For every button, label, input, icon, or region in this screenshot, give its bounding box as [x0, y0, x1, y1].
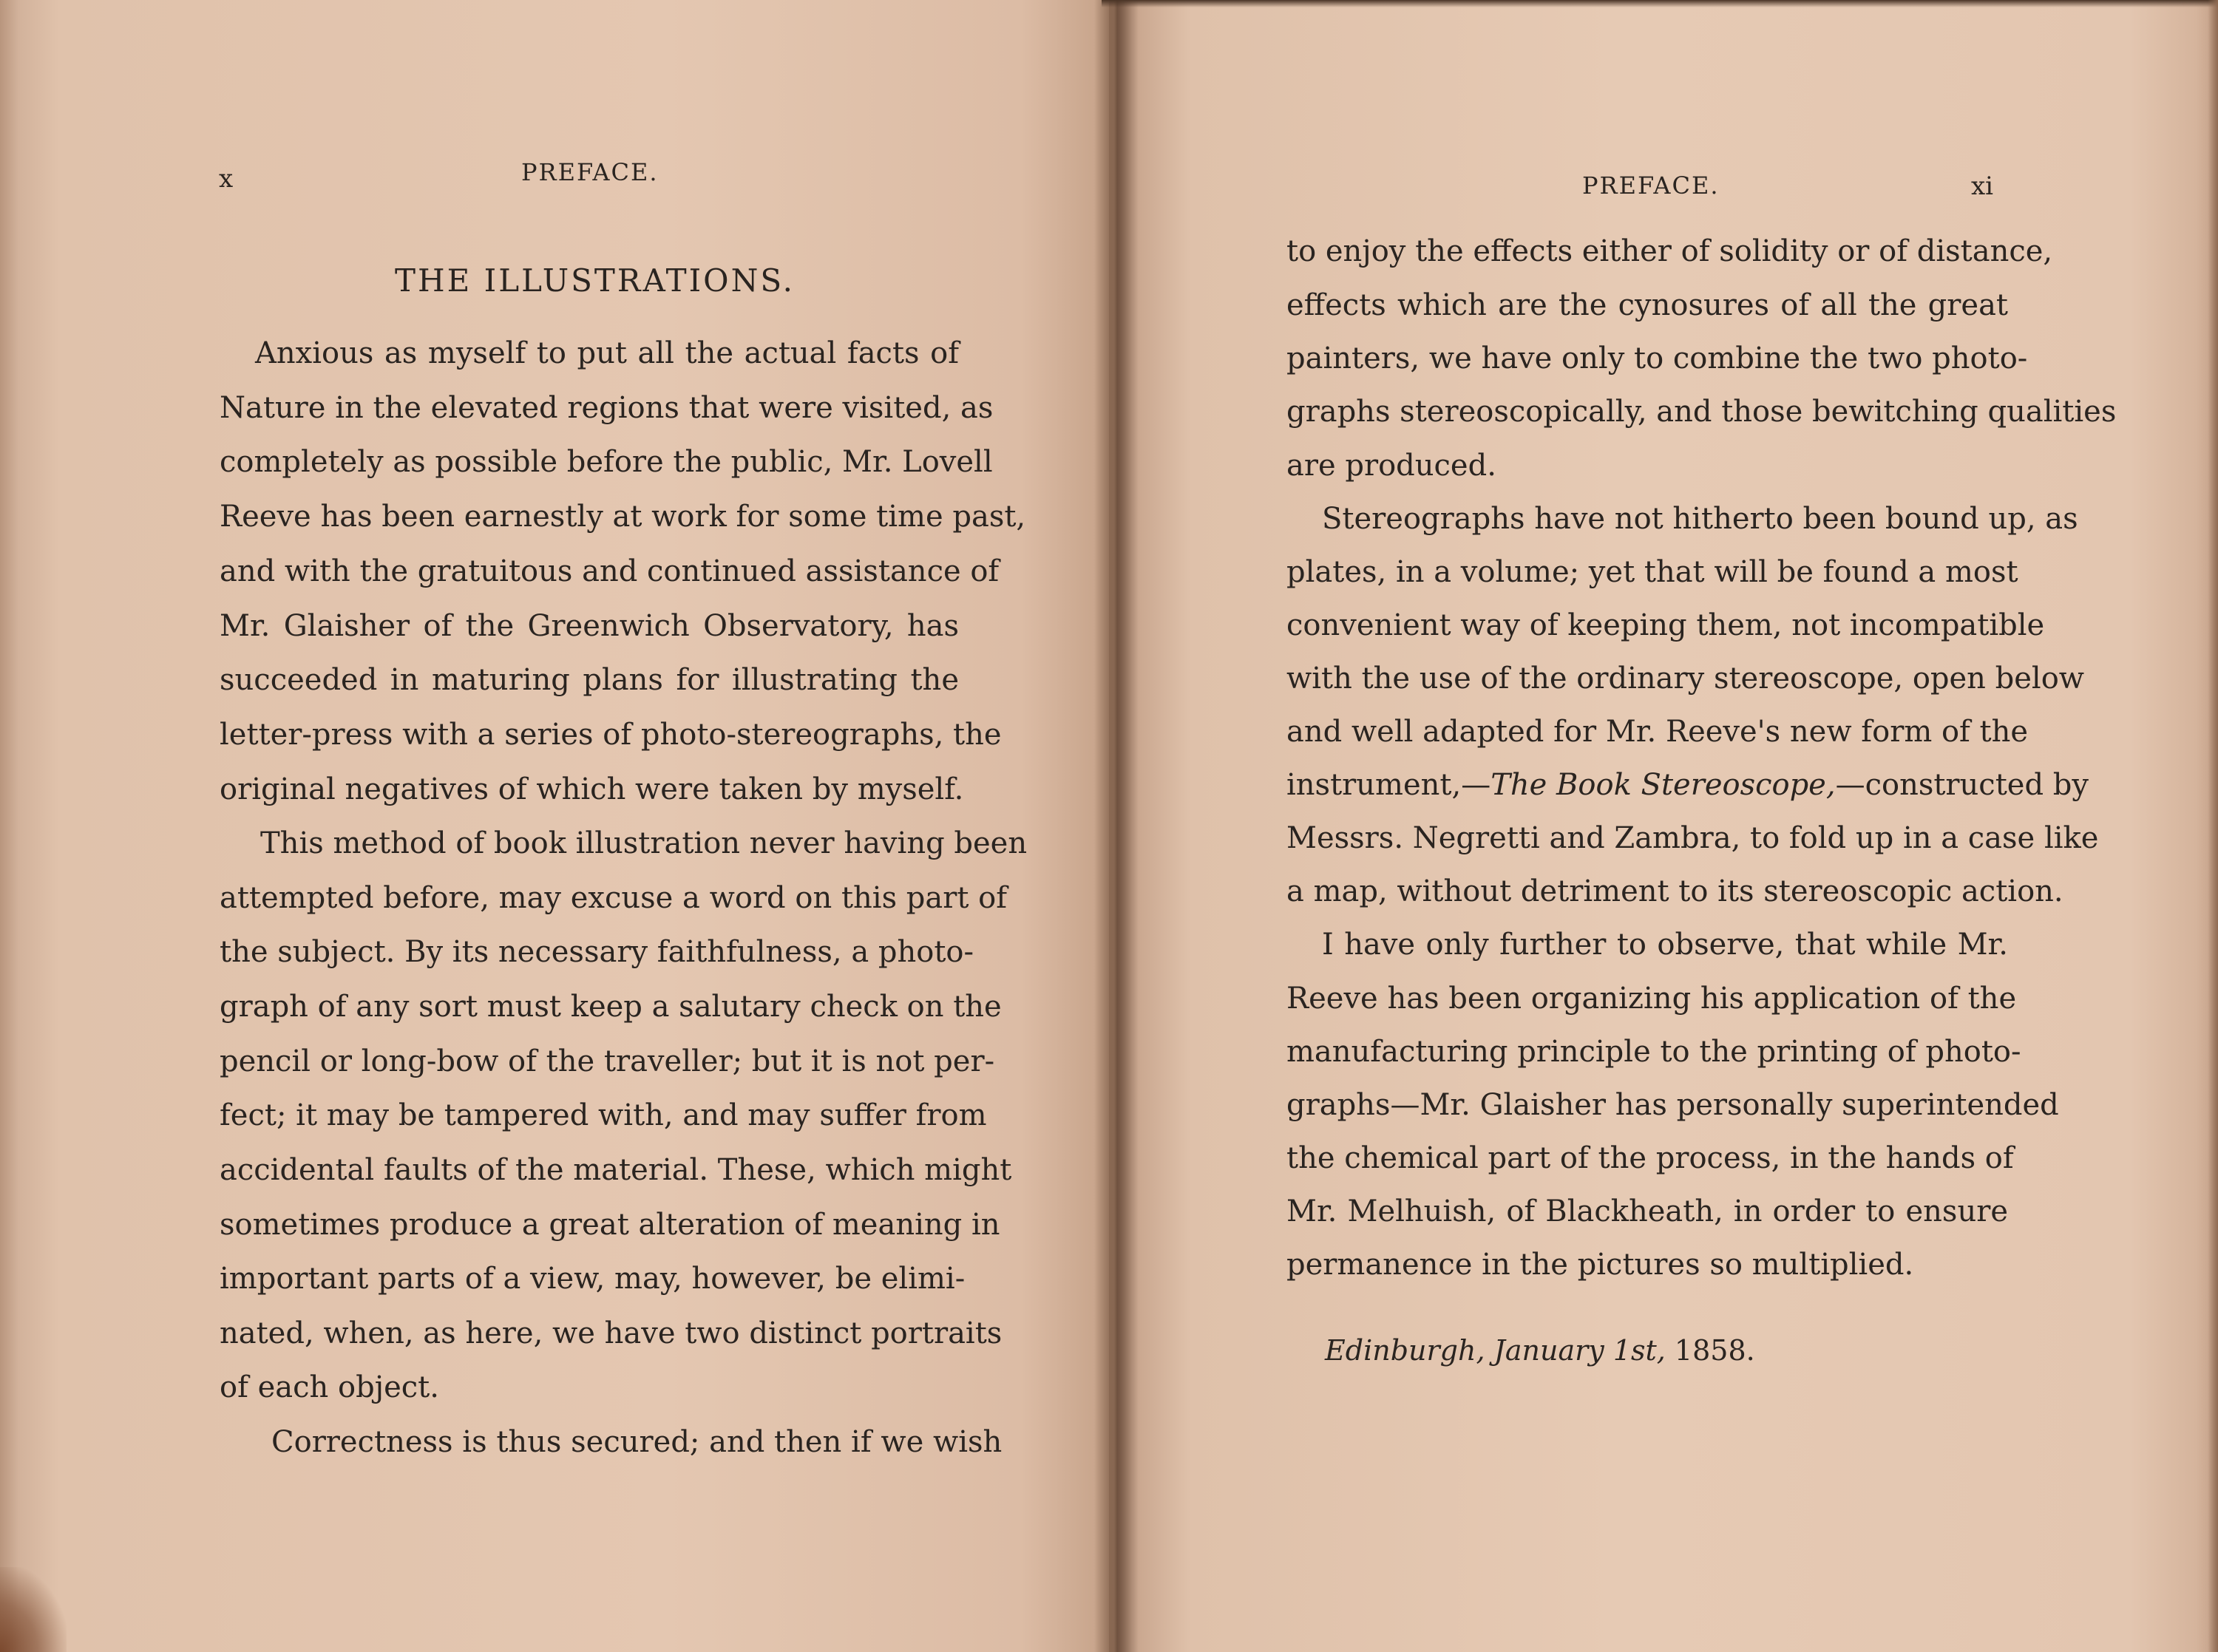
page-top-shadow: [1102, 0, 2218, 7]
text-line: instrument,—The Book Stereoscope,—constructed by: [1286, 768, 2089, 802]
cover-corner: [0, 1567, 67, 1652]
text-line: Nature in the elevated regions that were visited, as: [220, 391, 994, 425]
text-line: fect; it may be tampered with, and may suffer from: [220, 1098, 987, 1132]
text-line: and with the gratuitous and continued assistance of: [220, 554, 1000, 588]
text-line: letter-press with a series of photo-stereographs, the: [220, 718, 1002, 752]
text-line: nated, when, as here, we have two distinct portraits: [220, 1316, 1003, 1350]
text-line: Anxious as myself to put all the actual facts of: [255, 336, 959, 370]
text-line: attempted before, may excuse a word on this part of: [220, 881, 1008, 915]
text-line: the subject. By its necessary faithfulness, a photo-: [220, 935, 974, 969]
text-line: This method of book illustration never having been: [260, 826, 1028, 860]
text-line: of each object.: [220, 1370, 439, 1404]
dateline: [1325, 1334, 1755, 1367]
text-line: graphs—Mr. Glaisher has personally superintended: [1286, 1088, 2059, 1122]
running-head-right: PREFACE.: [1582, 171, 1720, 200]
right-page: [1109, 0, 2218, 1652]
page-number-right: xi: [1971, 171, 1994, 201]
text-line: the chemical part of the process, in the hands of: [1286, 1141, 2014, 1175]
text-line: I have only further to observe, that while Mr.: [1322, 928, 2008, 962]
page-edge: [2208, 0, 2218, 1652]
text-line: manufacturing principle to the printing of photo-: [1286, 1035, 2021, 1069]
text-line: graph of any sort must keep a salutary check on the: [220, 990, 1002, 1024]
dateline-place: Edinburgh, January 1st,: [1325, 1334, 1666, 1367]
text-line: pencil or long-bow of the traveller; but it is not per-: [220, 1044, 995, 1078]
text-line: and well adapted for Mr. Reeve's new form of the: [1286, 715, 2029, 749]
text-line: effects which are the cynosures of all the great: [1286, 288, 2008, 322]
text-line: with the use of the ordinary stereoscope, open below: [1286, 662, 2085, 696]
text-line: succeeded in maturing plans for illustrating the: [220, 663, 959, 697]
text-line: Messrs. Negretti and Zambra, to fold up in a case like: [1286, 821, 2099, 855]
text-line: graphs stereoscopically, and those bewitching qualities: [1286, 395, 2117, 429]
text-line: Correctness is thus secured; and then if we wish: [271, 1425, 1003, 1459]
text-line: Stereographs have not hitherto been bound up, as: [1322, 502, 2078, 536]
running-head-left: PREFACE.: [521, 158, 659, 186]
page-number-left: x: [219, 164, 234, 194]
section-heading: THE ILLUSTRATIONS.: [395, 262, 795, 299]
text-line: sometimes produce a great alteration of meaning in: [220, 1208, 1000, 1242]
text-line: important parts of a view, may, however, be elimi-: [220, 1262, 966, 1296]
text-line: are produced.: [1286, 449, 1496, 483]
text-line: Mr. Glaisher of the Greenwich Observatory, has: [220, 609, 959, 643]
text-line: original negatives of which were taken by myself.: [220, 772, 964, 806]
text-line: accidental faults of the material. These, which might: [220, 1153, 1012, 1187]
text-line: convenient way of keeping them, not incompatible: [1286, 608, 2045, 642]
text-line: permanence in the pictures so multiplied.: [1286, 1248, 1914, 1282]
text-line: to enjoy the effects either of solidity or of distance,: [1286, 234, 2053, 268]
dateline-year: 1858.: [1665, 1334, 1755, 1367]
text-line: a map, without detriment to its stereoscopic action.: [1286, 874, 2063, 908]
text-line: Mr. Melhuish, of Blackheath, in order to ensure: [1286, 1194, 2008, 1228]
text-line: plates, in a volume; yet that will be found a most: [1286, 555, 2018, 589]
text-line: completely as possible before the public, Mr. Lovell: [220, 445, 993, 479]
text-line: Reeve has been organizing his application of the: [1286, 982, 2017, 1016]
book-gutter: [1094, 0, 1139, 1652]
text-line: Reeve has been earnestly at work for some time past,: [220, 500, 1026, 534]
text-line: painters, we have only to combine the two photo-: [1286, 341, 2028, 375]
